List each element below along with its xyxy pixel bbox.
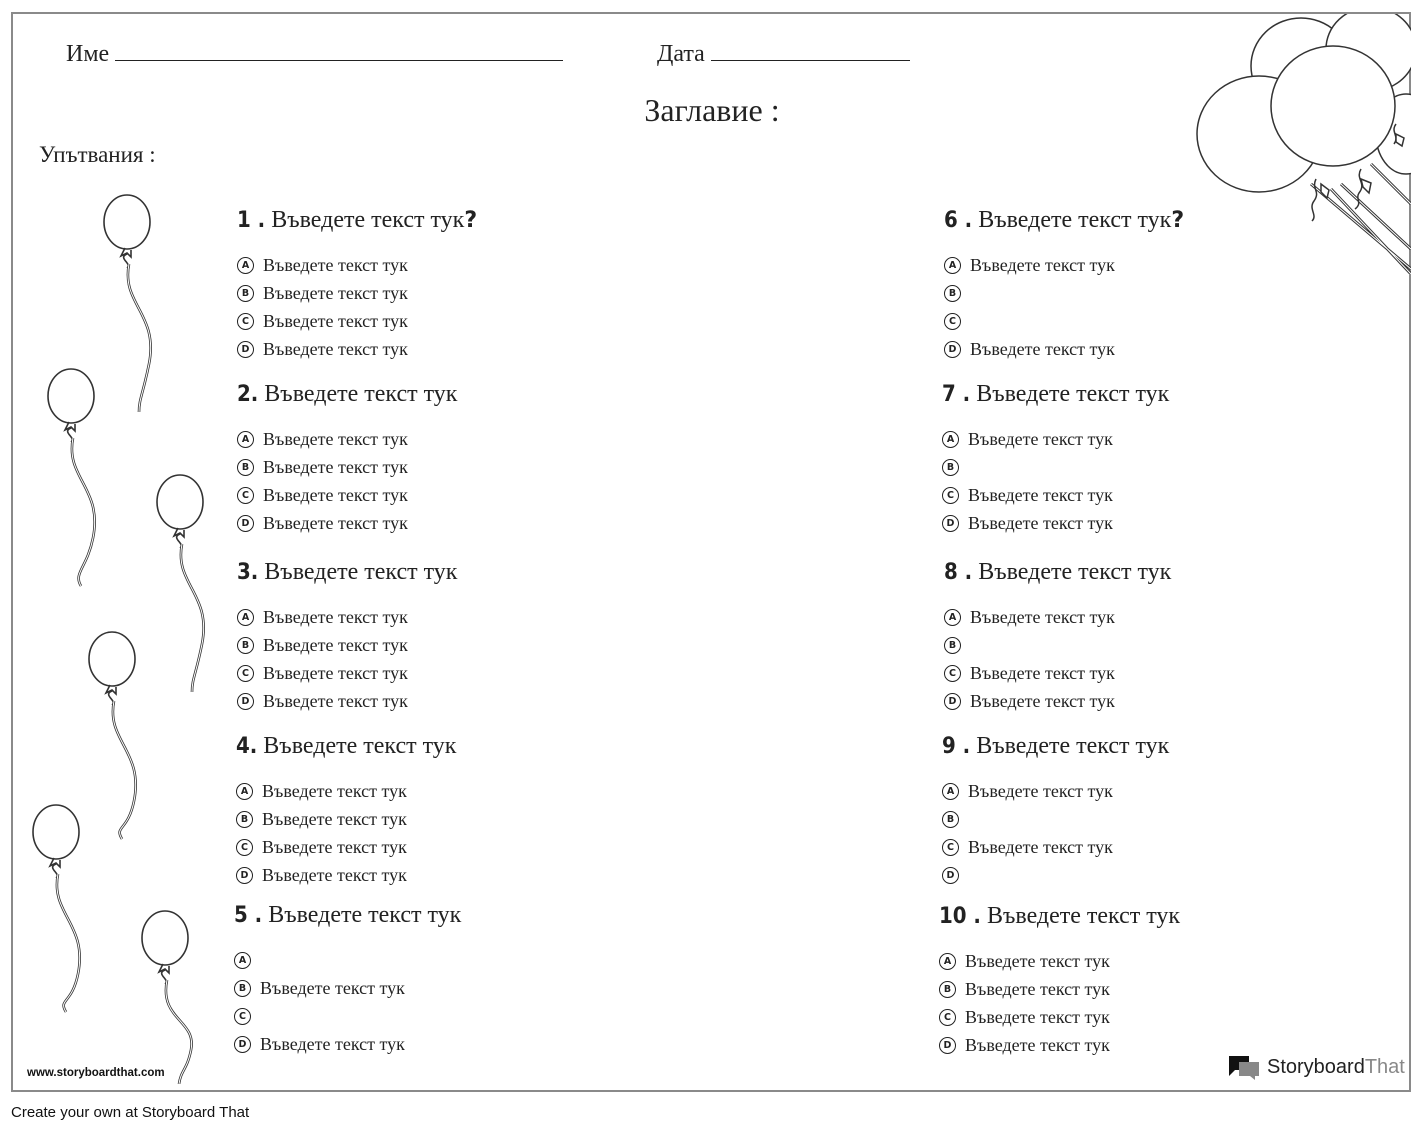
option-letter-badge[interactable]: D — [942, 867, 959, 884]
answer-option[interactable] — [944, 252, 1184, 280]
question-text: Въведете текст тук — [986, 903, 1181, 929]
option-letter-badge[interactable]: D — [939, 1037, 956, 1054]
answer-option[interactable] — [942, 482, 1169, 510]
answer-options — [942, 778, 1169, 889]
answer-option[interactable] — [234, 947, 461, 975]
option-text: Въведете текст тук — [970, 338, 1115, 359]
question-number: 2. — [237, 382, 259, 407]
option-letter-badge[interactable]: B — [939, 981, 956, 998]
answer-options — [237, 604, 457, 715]
question-text: Въведете текст тук — [264, 381, 458, 407]
question-title — [237, 207, 477, 237]
create-your-own-link[interactable]: Create your own at Storyboard That — [11, 1104, 250, 1121]
option-letter-badge[interactable]: B — [237, 459, 254, 476]
question-8 — [944, 559, 1171, 715]
answer-option[interactable] — [944, 632, 1171, 660]
date-field — [657, 40, 910, 68]
option-text: Въведете текст тук — [263, 635, 408, 656]
answer-option[interactable] — [942, 834, 1169, 862]
date-label: Дата — [657, 41, 705, 67]
option-letter-badge[interactable]: B — [944, 285, 961, 302]
storyboardthat-logo[interactable] — [1227, 1054, 1405, 1080]
option-letter-badge[interactable]: D — [944, 693, 961, 710]
answer-options — [237, 252, 477, 363]
answer-option[interactable] — [942, 806, 1169, 834]
question-mark: ? — [464, 208, 478, 233]
option-letter-badge[interactable]: C — [237, 313, 254, 330]
question-number: 5 . — [234, 903, 263, 928]
option-text: Въведете текст тук — [260, 978, 405, 999]
question-3 — [237, 559, 457, 715]
answer-option[interactable] — [237, 687, 457, 715]
option-letter-badge[interactable]: B — [942, 811, 959, 828]
answer-option[interactable] — [237, 335, 477, 363]
option-letter-badge[interactable]: A — [944, 609, 961, 626]
option-letter-badge[interactable]: B — [944, 637, 961, 654]
balloon-icon — [104, 195, 151, 412]
option-text: Въведете текст тук — [965, 979, 1110, 1000]
option-letter-badge[interactable]: B — [942, 459, 959, 476]
balloon-bunch-decoration — [1191, 14, 1411, 274]
option-letter-badge[interactable]: C — [236, 839, 253, 856]
option-letter-badge[interactable]: D — [234, 1036, 251, 1053]
option-letter-badge[interactable]: A — [237, 257, 254, 274]
question-title — [236, 733, 456, 763]
answer-option[interactable] — [236, 778, 456, 806]
answer-option[interactable] — [944, 335, 1184, 363]
question-text: Въведете текст тук — [271, 207, 465, 233]
answer-options — [234, 947, 461, 1058]
answer-option[interactable] — [237, 604, 457, 632]
option-letter-badge[interactable]: B — [236, 811, 253, 828]
option-letter-badge[interactable]: D — [237, 515, 254, 532]
question-number: 7 . — [942, 382, 971, 407]
balloon-icon — [33, 805, 80, 1012]
question-text: Въведете текст тук — [268, 902, 462, 928]
answer-option[interactable] — [237, 280, 477, 308]
option-text: Въведете текст тук — [263, 607, 408, 628]
answer-option[interactable] — [939, 1031, 1180, 1059]
question-title — [944, 207, 1184, 237]
question-10 — [939, 903, 1180, 1059]
answer-option[interactable] — [944, 280, 1184, 308]
option-text: Въведете текст тук — [970, 662, 1115, 683]
option-letter-badge[interactable]: C — [237, 665, 254, 682]
option-letter-badge[interactable]: A — [942, 783, 959, 800]
option-letter-badge[interactable]: D — [236, 867, 253, 884]
name-field — [66, 40, 563, 68]
option-text: Въведете текст тук — [970, 255, 1115, 276]
option-text: Въведете текст тук — [970, 607, 1115, 628]
option-text: Въведете текст тук — [262, 809, 407, 830]
option-text: Въведете текст тук — [263, 283, 408, 304]
option-text: Въведете текст тук — [263, 662, 408, 683]
option-text: Въведете текст тук — [263, 457, 408, 478]
question-2 — [237, 381, 457, 537]
answer-options — [939, 948, 1180, 1059]
option-letter-badge[interactable]: A — [939, 953, 956, 970]
question-mark: ? — [1171, 208, 1185, 233]
option-text: Въведете текст тук — [262, 781, 407, 802]
question-title — [939, 903, 1180, 933]
question-number: 1 . — [237, 208, 266, 233]
question-4 — [236, 733, 456, 889]
option-letter-badge[interactable]: A — [942, 431, 959, 448]
answer-option[interactable] — [234, 975, 461, 1003]
answer-option[interactable] — [237, 482, 457, 510]
answer-option[interactable] — [236, 861, 456, 889]
option-letter-badge[interactable]: C — [942, 839, 959, 856]
option-text: Въведете текст тук — [263, 310, 408, 331]
option-letter-badge[interactable]: A — [944, 257, 961, 274]
option-letter-badge[interactable]: C — [939, 1009, 956, 1026]
worksheet — [11, 12, 1411, 1092]
balloon-icon — [89, 632, 136, 839]
option-text: Въведете текст тук — [260, 1033, 405, 1054]
question-title — [942, 733, 1169, 763]
answer-option[interactable] — [942, 778, 1169, 806]
question-text: Въведете текст тук — [263, 733, 457, 759]
option-letter-badge[interactable]: A — [237, 609, 254, 626]
answer-option[interactable] — [939, 1004, 1180, 1032]
question-title — [234, 902, 461, 932]
answer-option[interactable] — [237, 660, 457, 688]
question-title — [942, 381, 1169, 411]
balloons-decoration-left — [23, 184, 223, 1084]
answer-option[interactable] — [237, 308, 477, 336]
option-letter-badge[interactable]: D — [237, 341, 254, 358]
answer-option[interactable] — [237, 509, 457, 537]
answer-options — [944, 252, 1184, 363]
question-number: 10 . — [939, 904, 981, 929]
brand-name: StoryboardThat — [1267, 1055, 1405, 1078]
option-letter-badge[interactable]: D — [237, 693, 254, 710]
option-letter-badge[interactable]: A — [237, 431, 254, 448]
date-line[interactable] — [711, 40, 910, 61]
answer-options — [942, 426, 1169, 537]
question-9 — [942, 733, 1169, 889]
option-text: Въведете текст тук — [965, 1034, 1110, 1055]
answer-option[interactable] — [944, 660, 1171, 688]
answer-option[interactable] — [944, 308, 1184, 336]
answer-option[interactable] — [236, 834, 456, 862]
option-text: Въведете текст тук — [968, 429, 1113, 450]
question-number: 9 . — [942, 734, 971, 759]
option-text: Въведете текст тук — [968, 836, 1113, 857]
page-title: Заглавие : — [644, 92, 780, 128]
question-number: 4. — [236, 734, 258, 759]
option-text: Въведете текст тук — [965, 1006, 1110, 1027]
answer-option[interactable] — [942, 426, 1169, 454]
balloon-icon — [157, 475, 204, 692]
balloon-icon — [142, 911, 192, 1084]
answer-option[interactable] — [939, 948, 1180, 976]
question-text: Въведете текст тук — [978, 207, 1172, 233]
name-line[interactable] — [115, 40, 563, 61]
option-letter-badge[interactable]: D — [942, 515, 959, 532]
question-title — [944, 559, 1171, 589]
option-text: Въведете текст тук — [968, 781, 1113, 802]
answer-option[interactable] — [234, 1030, 461, 1058]
question-number: 6 . — [944, 208, 973, 233]
question-number: 3. — [237, 560, 259, 585]
option-letter-badge[interactable]: B — [234, 980, 251, 997]
option-text: Въведете текст тук — [965, 951, 1110, 972]
question-text: Въведете текст тук — [264, 559, 458, 585]
answer-option[interactable] — [942, 861, 1169, 889]
answer-options — [237, 426, 457, 537]
answer-option[interactable] — [939, 976, 1180, 1004]
answer-option[interactable] — [236, 806, 456, 834]
option-letter-badge[interactable]: C — [944, 313, 961, 330]
question-5 — [234, 902, 461, 1058]
answer-option[interactable] — [234, 1003, 461, 1031]
question-text: Въведете текст тук — [976, 733, 1170, 759]
directions-label: Упътвания : — [39, 142, 156, 167]
option-text: Въведете текст тук — [263, 429, 408, 450]
question-text: Въведете текст тук — [978, 559, 1172, 585]
question-text: Въведете текст тук — [976, 381, 1170, 407]
option-letter-badge[interactable]: C — [942, 487, 959, 504]
answer-option[interactable] — [942, 454, 1169, 482]
answer-option[interactable] — [237, 252, 477, 280]
option-text: Въведете текст тук — [262, 864, 407, 885]
answer-options — [236, 778, 456, 889]
option-text: Въведете текст тук — [968, 512, 1113, 533]
answer-option[interactable] — [237, 632, 457, 660]
option-letter-badge[interactable]: C — [944, 665, 961, 682]
option-text: Въведете текст тук — [263, 255, 408, 276]
option-letter-badge[interactable]: A — [236, 783, 253, 800]
question-1 — [237, 207, 477, 363]
answer-option[interactable] — [944, 687, 1171, 715]
option-letter-badge[interactable]: C — [234, 1008, 251, 1025]
option-letter-badge[interactable]: A — [234, 952, 251, 969]
name-label: Име — [66, 41, 110, 67]
answer-option[interactable] — [942, 509, 1169, 537]
answer-option[interactable] — [237, 426, 457, 454]
option-letter-badge[interactable]: C — [237, 487, 254, 504]
option-text: Въведете текст тук — [970, 690, 1115, 711]
answer-options — [944, 604, 1171, 715]
watermark-url[interactable]: www.storyboardthat.com — [27, 1067, 165, 1079]
option-text: Въведете текст тук — [263, 690, 408, 711]
answer-option[interactable] — [237, 454, 457, 482]
option-text: Въведете текст тук — [262, 836, 407, 857]
answer-option[interactable] — [944, 604, 1171, 632]
option-letter-badge[interactable]: B — [237, 285, 254, 302]
question-title — [237, 559, 457, 589]
option-letter-badge[interactable]: B — [237, 637, 254, 654]
speech-bubble-icon — [1227, 1054, 1261, 1080]
option-text: Въведете текст тук — [968, 484, 1113, 505]
question-7 — [942, 381, 1169, 537]
question-title — [237, 381, 457, 411]
option-letter-badge[interactable]: D — [944, 341, 961, 358]
question-number: 8 . — [944, 560, 973, 585]
balloon-icon — [48, 369, 95, 586]
option-text: Въведете текст тук — [263, 484, 408, 505]
question-6 — [944, 207, 1184, 363]
option-text: Въведете текст тук — [263, 338, 408, 359]
option-text: Въведете текст тук — [263, 512, 408, 533]
